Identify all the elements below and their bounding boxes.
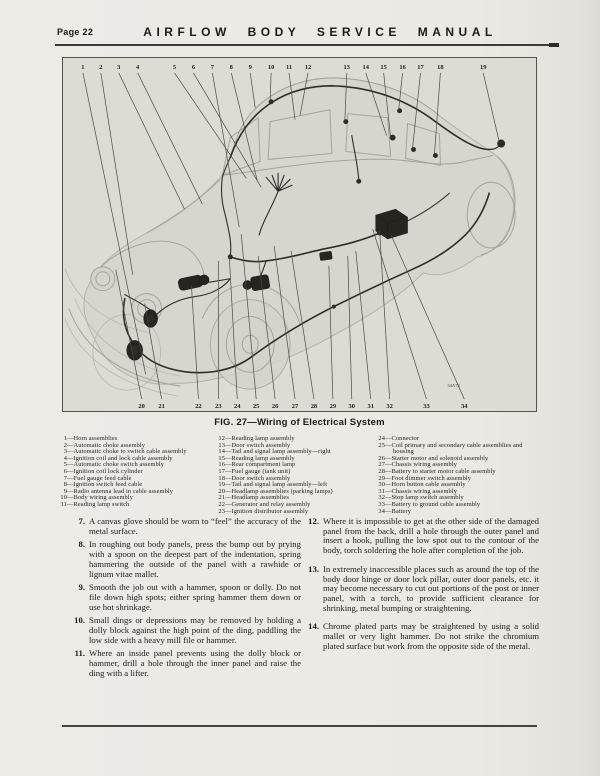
legend-item: 4—Ignition coil and lock cable assembly xyxy=(63,454,173,462)
callout-number: 33 xyxy=(423,403,430,411)
callout-number: 3 xyxy=(117,63,121,71)
legend-item: 26—Starter motor and solenoid assembly xyxy=(378,454,489,462)
callout-number: 1 xyxy=(81,63,85,71)
legend-col-1 xyxy=(58,436,214,509)
legend-item: 2—Automatic choke assembly xyxy=(63,441,146,449)
callout-number: 23 xyxy=(215,403,222,411)
callout-number: 10 xyxy=(267,63,275,71)
callout-leader xyxy=(101,73,133,275)
wiring-diagram-svg xyxy=(63,58,536,411)
legend-item: 19—Tail and signal lamp assembly—left xyxy=(218,481,328,489)
legend-item: 22—Generator and relay assembly xyxy=(218,500,311,508)
legend-item: 21—Headlamp assemblies xyxy=(218,494,289,502)
page-number-label: Page 22 xyxy=(57,27,94,37)
callout-number: 22 xyxy=(195,403,202,411)
legend-item: 20—Headlamp assemblies (parking lamps) xyxy=(218,487,333,495)
callout-number: 24 xyxy=(234,403,241,411)
callout-leader xyxy=(250,73,255,108)
legend-item: 12—Reading lamp assembly xyxy=(218,435,295,442)
callout-number: 29 xyxy=(329,403,337,411)
wiring-diagram-figure xyxy=(62,57,537,412)
legend-item: 8—Ignition switch feed cable xyxy=(63,481,143,489)
legend-item: 31—Chassis wiring assembly xyxy=(378,487,457,495)
legend-item: 17—Fuel gauge (tank unit) xyxy=(218,467,291,475)
callout-number: 19 xyxy=(479,63,487,71)
callout-number: 7 xyxy=(210,63,214,71)
callout-number: 21 xyxy=(158,403,165,411)
legend-item: 11—Reading lamp switch xyxy=(60,500,130,508)
legend-item: 25—Coil primary and secondary cable assemblies and housing xyxy=(378,441,523,456)
callout-number: 15 xyxy=(380,63,387,71)
legend-item: 34—Battery xyxy=(378,507,412,515)
legend-item: 16—Rear compartment lamp xyxy=(218,461,296,469)
relay-box xyxy=(319,251,332,261)
legend-item: 28—Battery to starter motor cable assembly xyxy=(378,467,496,475)
figure-caption: FIG. 27—Wiring of Electrical System xyxy=(214,417,385,428)
callout-number: 20 xyxy=(138,403,145,411)
legend-item: 23—Ignition distributor assembly xyxy=(218,507,309,515)
instruction-paragraph: 8. In roughing out body panels, press the bump out by prying with a spoon on the deepest part of the indentation, spring hammering the outside of the panel with a rawhide or lignum vitae mallet. xyxy=(78,539,301,579)
legend-item: 5—Automatic choke switch assembly xyxy=(63,461,165,469)
legend-item: 14—Tail and signal lamp assembly—right xyxy=(218,448,331,456)
instruction-paragraph: 7. A canvas glove should be worn to “feel” the accuracy of the metal surface. xyxy=(78,516,301,536)
legend-item: 7—Fuel gauge feed cable xyxy=(63,474,132,482)
page-title: AIRFLOW BODY SERVICE MANUAL xyxy=(143,25,497,39)
callout-leader xyxy=(483,73,499,142)
instruction-paragraph: 13. In extremely inaccessible places such as around the top of the body door hinge or door lock pillar, outer door panels, etc. it may become necessary to cut out portions of the post or inner panel, with a torch, to provide sufficient clearance for shrinking, metal bumping or straightening. xyxy=(308,563,539,613)
legend-item: 32—Stop lamp switch assembly xyxy=(378,494,464,502)
legend-item: 29—Foot dimmer switch assembly xyxy=(378,474,472,482)
callout-number: 30 xyxy=(348,403,356,411)
callout-number: 26 xyxy=(271,403,279,411)
legend-col-2 xyxy=(216,436,374,515)
legend-col-3 xyxy=(376,436,544,515)
legend-item: 15—Reading lamp assembly xyxy=(218,454,295,462)
callout-number: 8 xyxy=(229,63,233,71)
callout-number: 9 xyxy=(248,63,252,71)
instruction-paragraph: 12. Where it is impossible to get at the other side of the damaged panel from the back, drill a hole through the outer panel and insert a hook, pulling the low spot out to the contour of the body, torch soldering the hole after completion of the job. xyxy=(308,516,539,556)
legend-item: 24—Connector xyxy=(378,435,420,442)
callout-number: 25 xyxy=(252,403,260,411)
battery xyxy=(376,209,408,239)
legend-item: 30—Horn button cable assembly xyxy=(378,481,466,489)
callout-number: 4 xyxy=(136,63,140,71)
legend-item: 9—Radio antenna lead in cable assembly xyxy=(63,487,174,495)
instructions-left xyxy=(70,517,301,683)
legend-item: 10—Body wiring assembly xyxy=(60,494,134,502)
legend-item: 1—Horn assemblies xyxy=(63,435,118,442)
instructions-right xyxy=(304,517,539,660)
legend-item: 13—Door switch assembly xyxy=(218,441,291,449)
callout-number: 11 xyxy=(285,63,293,71)
instruction-paragraph: 9. Smooth the job out with a hammer, spoon or dolly. Do not file down high spots; either spring hammer them down or use hot shrinkage. xyxy=(78,582,301,612)
callout-number: 27 xyxy=(291,403,299,411)
instruction-paragraph: 11. Where an inside panel prevents using the dolly block or hammer, drill a hole through the inner panel and raise the ding with a lifter. xyxy=(74,648,301,678)
legend-item: 3—Automatic choke to switch cable assembly xyxy=(63,448,187,456)
legend-item: 33—Battery to ground cable assembly xyxy=(378,500,481,508)
callout-number: 12 xyxy=(304,63,312,71)
legend-item: 6—Ignition coil lock cylinder xyxy=(63,467,143,475)
callout-leader xyxy=(119,73,185,209)
header-divider xyxy=(55,44,557,46)
legend-item: 27—Chassis wiring assembly xyxy=(378,461,457,469)
plate-code: 34A72 xyxy=(447,383,460,389)
callout-number: 13 xyxy=(343,63,351,71)
instruction-paragraph: 14. Chrome plated parts may be straightened by using a solid mallet or very light hammer. Do not strike the chromium plated surface but work from the opposite side of the metal. xyxy=(308,621,539,651)
callout-number: 5 xyxy=(172,63,177,71)
callout-number: 18 xyxy=(437,63,444,71)
callout-number: 2 xyxy=(99,63,103,71)
callout-number: 17 xyxy=(417,63,424,71)
callout-number: 28 xyxy=(310,403,318,411)
callout-number: 16 xyxy=(399,63,406,71)
callout-leader xyxy=(175,73,247,178)
callout-number: 34 xyxy=(461,403,468,411)
bottom-divider xyxy=(62,725,537,727)
legend-item: 18—Door switch assembly xyxy=(218,474,291,482)
callout-number: 31 xyxy=(367,403,374,411)
callout-number: 6 xyxy=(191,63,196,71)
callout-number: 32 xyxy=(386,403,393,411)
callout-number: 14 xyxy=(362,63,369,71)
callout-leader xyxy=(138,73,203,204)
header-divider-end xyxy=(549,43,559,47)
instruction-paragraph: 10. Small dings or depressions may be removed by holding a dolly block against the high point of the ding, paddling the low side with a heavy mill file or hammer. xyxy=(74,615,301,645)
